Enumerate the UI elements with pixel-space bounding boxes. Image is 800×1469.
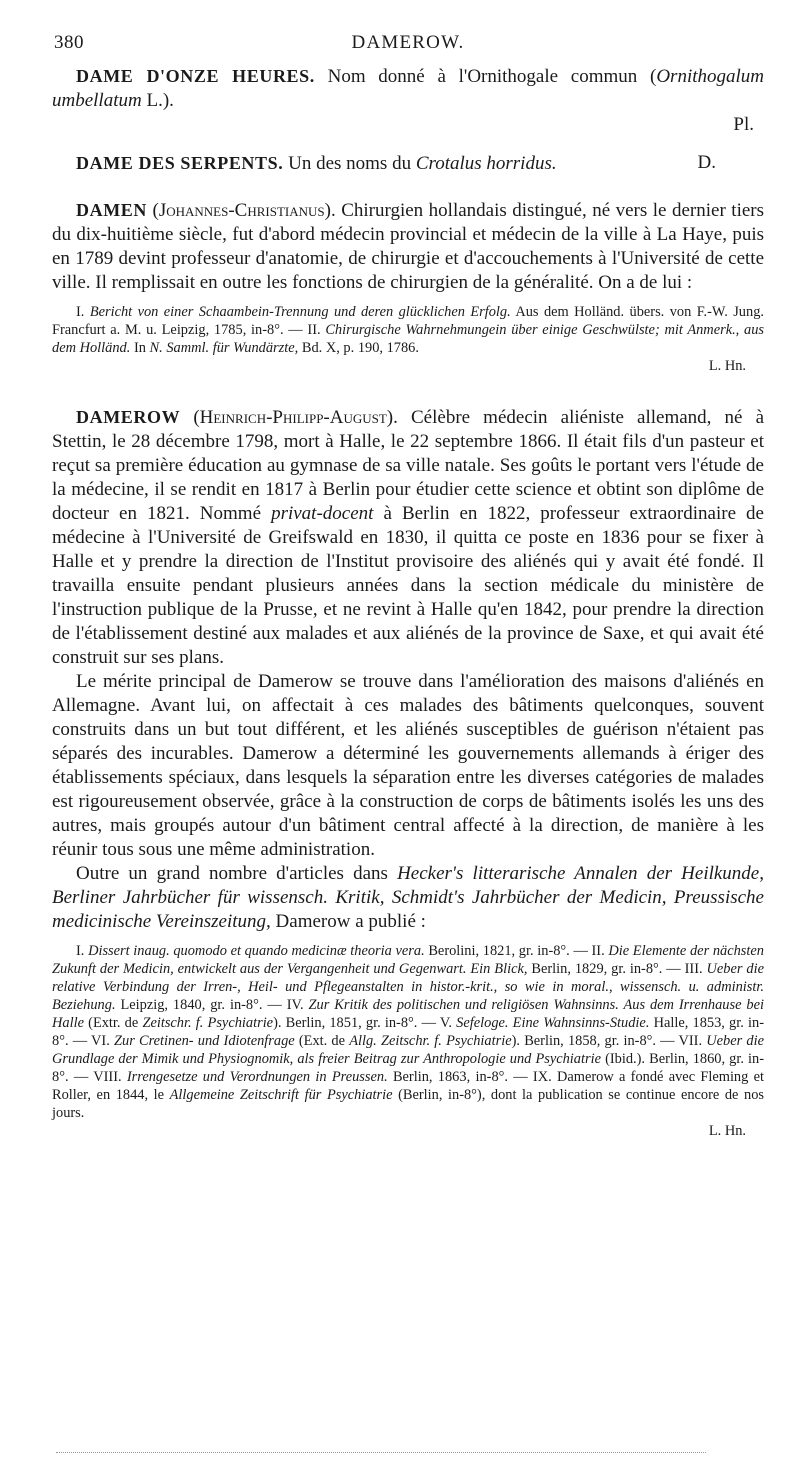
running-title: DAMEROW. xyxy=(351,32,465,53)
species-name: Ornithogalum umbellatum xyxy=(52,66,765,111)
journal-titles: Hecker's litterarische Annalen der Heilkunde, Berliner Jahrbücher für wissensch. Kritik, Schmidt's Jahrbücher der Medicin, Preussische medicinische Vereinszeitung, xyxy=(52,863,764,932)
page-number: 380 xyxy=(54,32,84,53)
biography-text: Célèbre médecin aliéniste allemand, né à Stettin, le 28 décembre 1798, mort à Halle, le 22 septembre 1866. Il était fils d'un pasteur et reçut sa première éducation au gymnase de sa ville natale. Ses goûts le portant vers l'étude de la médecine, il se rendit en 1817 à Berlin pour étudier cette science et obtint son diplôme de docteur en 1821. Nommé xyxy=(52,407,765,524)
species-author: L.). xyxy=(141,90,174,111)
work-title: Irrengesetze und Verordnungen in Preussen. xyxy=(126,1069,388,1085)
work-title: Allg. Zeitschr. f. Psychiatrie xyxy=(349,1033,512,1049)
definition: Un des noms du xyxy=(288,153,416,174)
headword: DAMEN xyxy=(76,200,147,220)
work-title: Zur Kritik des politischen und religiösen Wahnsinns. Aus dem Irrenhause bei Halle xyxy=(52,997,764,1031)
footer-rule xyxy=(56,1452,706,1453)
work-title: Zur Cretinen- und Idiotenfrage xyxy=(114,1033,295,1049)
author-signature: D. xyxy=(697,152,716,173)
author-signature: Pl. xyxy=(733,114,754,135)
work-title: Zeitschr. f. Psychiatrie xyxy=(142,1015,274,1031)
work-title: Ueber die relative Verbindung der Irren-, Heil- und Pflegeanstalten in histor.-krit., so wie in moral., wissensch. u. administr. Beziehung. xyxy=(52,961,764,1013)
author-signature: L. Hn. xyxy=(708,358,746,374)
work-title: Allgemeine Zeitschrift für Psychiatrie xyxy=(169,1087,393,1103)
biography-text: Chirurgien hollandais distingué, né vers le dernier tiers du dix-huitième siècle, fut d'abord médecin provincial et médecin de la ville à La Haye, puis en 1789 devint professeur d'anatomie, de chirurgie et d'accouchements à l'Université de cette ville. Il remplissait en outre les fonctions de chirurgien de la généralité. On a de lui : xyxy=(52,200,764,293)
bibliography-damen: I. Bericht von einer Schaambein-Trennung und deren glücklichen Erfolg. Aus dem Holländ. übers. von F.-W. Jung. Francfurt a. M. u. Leipzig, 1785, in-8°. — II. Chirurgische Wahrnehmungein über einige Geschwülste; mit Anmerk., aus dem Holländ. In N. Samml. für Wundärzte, Bd. X, p. 190, 1786. xyxy=(52,304,764,356)
work-title: Sefeloge. Eine Wahnsinns-Studie. xyxy=(456,1015,650,1031)
work-title: Chirurgische Wahrnehmungein über einige Geschwülste; mit Anmerk., aus dem Holländ. xyxy=(52,322,764,356)
species-name: Crotalus horridus. xyxy=(415,153,557,174)
academic-title: privat-docent xyxy=(271,503,374,524)
given-names: (Johannes-Christianus). xyxy=(152,200,336,221)
entry-dame-des-serpents xyxy=(52,151,764,176)
work-title: Die Elemente der nächsten Zukunft der Medicin, entwickelt aus der Vergangenheit und Gegenwart. Ein Blick, xyxy=(52,943,764,977)
biography-text: à Berlin en 1822, professeur extraordinaire de médecine à l'Université de Greifswald en 1830, il quitta ce poste en 1836 pour se fixer à Halle et y prendre la direction de l'Institut provisoire des aliénés qui y avait été fondé. Il travailla ensuite pendant plusieurs années dans la section médicale du ministère de l'instruction publique de la Prusse, et ne revint à Halle qu'en 1842, pour prendre la direction de l'établissement destiné aux malades et aux aliénés de la province de Saxe, et qui avait été construit sur ses plans. xyxy=(52,503,764,668)
running-head xyxy=(52,30,764,56)
entry-dame-onze-heures xyxy=(52,64,764,113)
entry-damerow xyxy=(52,405,764,670)
definition: Nom donné à l'Ornithogale commun ( xyxy=(327,66,657,87)
headword: DAME D'ONZE HEURES. xyxy=(76,66,315,86)
paragraph-merit: Le mérite principal de Damerow se trouve dans l'amélioration des maisons d'aliénés en Allemagne. Avant lui, on affectait à ces malades des bâtiments quelconques, souvent construits dans un but tout différent, et les aliénés susceptibles de guérison n'étaient pas séparés des incurables. Damerow a déterminé les gouvernements allemands à ériger des établissements spéciaux, dans lesquels la séparation entre les diverses catégories de malades est rigoureusement observée, grâce à la construction de corps de bâtiments isolés les uns des autres, mais groupés autour d'un bâtiment central affecté à la direction, de manière à les réunir tous sous une même administration. xyxy=(52,671,764,860)
given-names: (Heinrich-Philipp-August). xyxy=(193,407,398,428)
headword: DAME DES SERPENTS. xyxy=(76,153,284,173)
headword: DAMEROW xyxy=(76,407,181,427)
work-title: N. Samml. für Wundärzte, xyxy=(149,340,299,356)
work-title: Dissert inaug. quomodo et quando medicinæ theoria vera. xyxy=(88,943,425,959)
author-signature: L. Hn. xyxy=(708,1123,746,1139)
entry-damen xyxy=(52,198,764,295)
bibliography-damerow: I. Dissert inaug. quomodo et quando medicinæ theoria vera. Berolini, 1821, gr. in-8°. — II. Die Elemente der nächsten Zukunft der Medicin, entwickelt aus der Vergangenheit und Gegenwart. Ein Blick, Berlin, 1829, gr. in-8°. — III. Ueber die relative Verbindung der Irren-, Heil- und Pflegeanstalten in histor.-krit., so wie in moral., wissensch. u. administr. Beziehung. Leipzig, 1840, gr. in-8°. — IV. Zur Kritik des politischen und religiösen Wahnsinns. Aus dem Irrenhause bei Halle (Extr. de Zeitschr. f. Psychiatrie). Berlin, 1851, gr. in-8°. — V. Sefeloge. Eine Wahnsinns-Studie. Halle, 1853, gr. in-8°. — VI. Zur Cretinen- und Idiotenfrage (Ext. de Allg. Zeitschr. f. Psychiatrie). Berlin, 1858, gr. in-8°. — VII. Ueber die Grundlage der Mimik und Physiognomik, als freier Beitrag zur Anthropologie und Psychiatrie (Ibid.). Berlin, 1860, gr. in-8°. — VIII. Irrengesetze und Verordnungen in Preussen. Berlin, 1863, in-8°. — IX. Damerow a fondé avec Fleming et Roller, en 1844, le Allgemeine Zeitschrift für Psychiatrie (Berlin, in-8°), dont la publication se continue encore de nos jours. xyxy=(52,943,765,1121)
work-title: Ueber die Grundlage der Mimik und Physiognomik, als freier Beitrag zur Anthropologie und Psychiatrie xyxy=(52,1033,764,1067)
paragraph-publications: Outre un grand nombre d'articles dans Hecker's litterarische Annalen der Heilkunde, Berliner Jahrbücher für wissensch. Kritik, Schmidt's Jahrbücher der Medicin, Preussische medicinische Vereinszeitung, Damerow a publié : xyxy=(52,863,764,932)
work-title: Bericht von einer Schaambein-Trennung und deren glücklichen Erfolg. xyxy=(89,304,511,320)
